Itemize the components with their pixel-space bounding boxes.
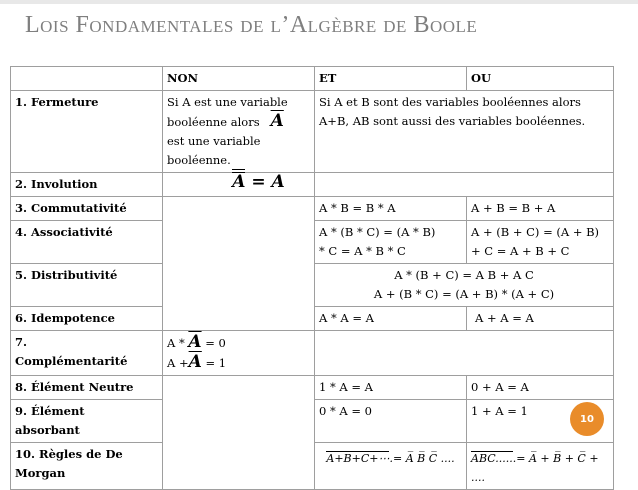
commutativite-et: A * B = B * A: [315, 197, 467, 221]
label-distributivite: 5. Distributivité: [11, 264, 163, 307]
complementarite-l2-pre: A +: [167, 356, 189, 370]
fermeture-non-line1: Si A est une variable: [167, 95, 288, 109]
label-involution: 2. Involution: [11, 173, 163, 197]
distributivite-line1: A * (B + C) = A B + A C: [394, 268, 534, 282]
complementarite-label-line2: Complémentarité: [15, 354, 128, 368]
slide-title: Lois Fondamentales de l’Algèbre de Boole: [25, 12, 478, 38]
cell-non-merged-1: [163, 197, 315, 331]
de-morgan-et-lhs: A+B+C+⋯: [326, 452, 390, 465]
complementarite-l2-post: = 1: [205, 356, 227, 370]
header-row: [11, 67, 614, 91]
top-rule: [0, 0, 638, 4]
label-de-morgan: [11, 443, 163, 490]
header-ou: OU: [467, 67, 614, 91]
not-a-symbol: $\overline{A}$: [188, 332, 202, 352]
element-neutre-ou: 0 + A = A: [467, 376, 614, 400]
absorbant-label-line2: absorbant: [15, 423, 80, 437]
header-non: NON: [163, 67, 315, 91]
label-fermeture: 1. Fermeture: [11, 91, 163, 173]
de-morgan-ou-lhs: ABC.....: [471, 452, 513, 465]
complementarite-l1-pre: A *: [167, 336, 185, 350]
cell-non-merged-2: [163, 376, 315, 490]
associativite-et-line1: A * (B * C) = (A * B): [319, 225, 436, 239]
label-element-absorbant: [11, 400, 163, 443]
not-a-symbol: $\overline{A}$: [270, 111, 284, 131]
not-a-symbol: $\overline{A}$: [188, 352, 202, 372]
label-associativite: 4. Associativité: [11, 221, 163, 264]
row-fermeture: [11, 91, 614, 173]
element-absorbant-et: 0 * A = 0: [315, 400, 467, 443]
element-absorbant-ou: 1 + A = 1: [467, 400, 614, 443]
fermeture-non-line2: booléenne alors: [167, 115, 260, 129]
distributivite-line2: A + (B * C) = (A + B) * (A + C): [373, 287, 555, 301]
commutativite-ou: A + B = B + A: [467, 197, 614, 221]
cell-involution-empty: [315, 173, 614, 197]
fermeture-non-line3: est une variable: [167, 134, 261, 148]
involution-rhs: = A: [251, 172, 285, 192]
distributivite-cell: [315, 264, 614, 307]
row-complementarite: [11, 331, 614, 376]
cell-fermeture-etou: Si A et B sont des variables booléennes alors A+B, AB sont aussi des variables booléennes.: [315, 91, 614, 173]
associativite-et: [315, 221, 467, 264]
double-bar-a: A: [232, 172, 246, 192]
de-morgan-et-rhs: .= A̅ B̅ C̅ ....: [389, 452, 455, 465]
element-neutre-et: 1 * A = A: [315, 376, 467, 400]
complementarite-non: [163, 331, 315, 376]
header-empty: [11, 67, 163, 91]
label-element-neutre: 8. Élément Neutre: [11, 376, 163, 400]
complementarite-label-line1: 7.: [15, 335, 28, 349]
label-idempotence: 6. Idempotence: [11, 307, 163, 331]
associativite-ou: [467, 221, 614, 264]
cell-fermeture-non: [163, 91, 315, 173]
header-et: ET: [315, 67, 467, 91]
label-commutativite: 3. Commutativité: [11, 197, 163, 221]
de-morgan-ou: [467, 443, 614, 490]
de-morgan-label-line1: 10. Règles de De: [15, 447, 123, 461]
absorbant-label-line1: 9. Élément: [15, 404, 85, 418]
de-morgan-ou-rhs: .= A̅ + B̅ + C̅ + ....: [471, 452, 599, 484]
associativite-et-line2: * C = A * B * C: [319, 244, 406, 258]
row-element-neutre: [11, 376, 614, 400]
idempotence-et: A * A = A: [315, 307, 467, 331]
de-morgan-label-line2: Morgan: [15, 466, 66, 480]
idempotence-ou: A + A = A: [467, 307, 614, 331]
slide-number-badge: 10: [570, 402, 604, 436]
cell-involution-formula: [163, 173, 315, 197]
de-morgan-et: [315, 443, 467, 490]
row-commutativite: [11, 197, 614, 221]
associativite-ou-line1: A + (B + C) = (A + B): [471, 225, 600, 239]
label-complementarite: [11, 331, 163, 376]
complementarite-l1-post: = 0: [205, 336, 226, 350]
fermeture-non-line4: booléenne.: [167, 153, 231, 167]
complementarite-empty: [315, 331, 614, 376]
boole-laws-table: [10, 66, 614, 490]
row-involution: [11, 173, 614, 197]
associativite-ou-line2: + C = A + B + C: [471, 244, 570, 258]
